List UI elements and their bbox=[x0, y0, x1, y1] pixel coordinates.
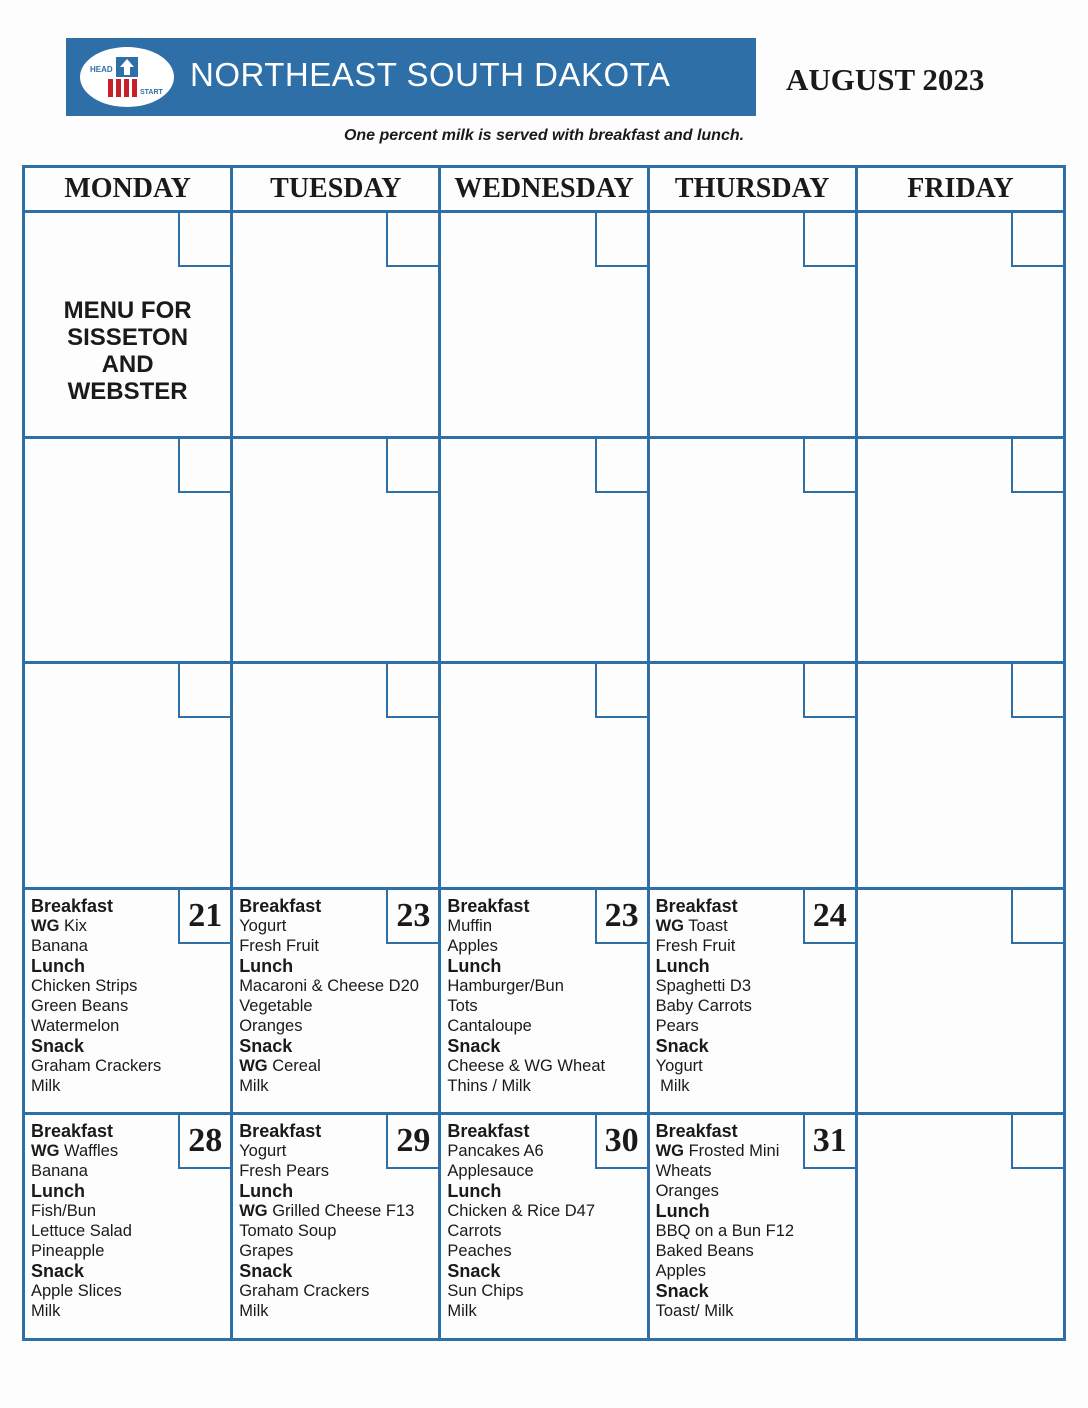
menu-cell-thursday-31 bbox=[650, 1115, 855, 1338]
meal-heading bbox=[656, 1036, 851, 1056]
menu-item-text: Breakfast bbox=[447, 1121, 530, 1142]
calendar-cell bbox=[233, 664, 438, 887]
day-header-monday: MONDAY bbox=[25, 168, 230, 210]
menu-item-text: Snack bbox=[447, 1261, 501, 1282]
menu-item-text: Lunch bbox=[447, 955, 502, 976]
menu-item-text: Oranges bbox=[239, 1016, 303, 1035]
menu-item-text: Lunch bbox=[31, 955, 85, 976]
menu-item bbox=[31, 936, 226, 956]
calendar-cell bbox=[650, 664, 855, 887]
menu-item bbox=[239, 996, 434, 1016]
whole-grain-label: WG bbox=[239, 1202, 268, 1221]
date-box bbox=[803, 213, 855, 267]
menu-item-text: Apples bbox=[447, 936, 498, 955]
menu-item bbox=[239, 1301, 434, 1321]
date-box bbox=[1011, 213, 1063, 267]
menu-item bbox=[31, 916, 226, 936]
menu-item-text: Snack bbox=[655, 1035, 709, 1056]
menu-item bbox=[31, 1241, 226, 1261]
date-box bbox=[595, 439, 647, 493]
menu-list bbox=[656, 1121, 851, 1321]
meal-heading bbox=[239, 1261, 434, 1281]
menu-item-text: Tots bbox=[447, 996, 478, 1015]
menu-item-text: Green Beans bbox=[31, 996, 129, 1015]
menu-item bbox=[447, 976, 642, 996]
date-number: 29 bbox=[386, 1115, 438, 1169]
menu-item bbox=[656, 1016, 851, 1036]
date-box bbox=[595, 213, 647, 267]
menu-item bbox=[447, 1301, 642, 1321]
menu-item bbox=[239, 1281, 434, 1301]
menu-item bbox=[31, 1301, 226, 1321]
meal-heading bbox=[31, 1261, 226, 1281]
menu-item-text: Waffles bbox=[59, 1142, 119, 1161]
menu-item-text: Toast/ Milk bbox=[655, 1302, 734, 1321]
menu-item bbox=[239, 1221, 434, 1241]
menu-item-text: Chicken Strips bbox=[31, 976, 138, 995]
menu-item bbox=[447, 1016, 642, 1036]
date-number: 30 bbox=[595, 1115, 647, 1169]
menu-item-text: Sun Chips bbox=[447, 1282, 524, 1301]
menu-item-text: Watermelon bbox=[31, 1016, 120, 1035]
menu-item-text: Macaroni & Cheese D20 bbox=[239, 976, 419, 995]
meal-heading bbox=[31, 1181, 226, 1201]
note-line: MENU FOR bbox=[63, 297, 192, 324]
menu-item-text: Breakfast bbox=[31, 895, 114, 916]
menu-item-text: Banana bbox=[31, 1162, 88, 1181]
meal-heading bbox=[447, 896, 642, 916]
date-box bbox=[1011, 439, 1063, 493]
menu-item bbox=[239, 916, 434, 936]
calendar-cell bbox=[858, 890, 1063, 1113]
menu-item-text: Grapes bbox=[239, 1242, 294, 1261]
menu-item bbox=[239, 1161, 434, 1181]
menu-item-text: Peaches bbox=[447, 1242, 512, 1261]
calendar-cell bbox=[441, 664, 646, 887]
menu-item-text: Pears bbox=[655, 1016, 699, 1035]
menu-item bbox=[447, 1281, 642, 1301]
svg-text:HEAD: HEAD bbox=[90, 65, 113, 74]
menu-item-text: Milk bbox=[239, 1076, 269, 1095]
calendar-cell bbox=[858, 439, 1063, 662]
menu-item-text: Breakfast bbox=[239, 895, 322, 916]
menu-item bbox=[656, 996, 851, 1016]
menu-item-text: Apple Slices bbox=[31, 1282, 122, 1301]
org-name: NORTHEAST SOUTH DAKOTA bbox=[190, 56, 671, 93]
menu-item-text: Breakfast bbox=[655, 1121, 738, 1142]
date-box bbox=[1011, 1115, 1063, 1169]
meal-heading bbox=[447, 1181, 642, 1201]
menu-item bbox=[447, 1201, 642, 1221]
calendar-cell bbox=[25, 213, 230, 436]
whole-grain-label: WG bbox=[655, 1142, 685, 1161]
date-number: 23 bbox=[595, 890, 647, 944]
menu-item-text: Lunch bbox=[655, 1201, 710, 1222]
meal-heading bbox=[31, 1121, 226, 1141]
menu-item bbox=[447, 1241, 642, 1261]
calendar-cell bbox=[233, 213, 438, 436]
menu-item bbox=[447, 1076, 642, 1096]
menu-item bbox=[239, 976, 434, 996]
menu-item-text: Spaghetti D3 bbox=[655, 976, 751, 995]
calendar-cell bbox=[650, 213, 855, 436]
menu-item-text: Fish/Bun bbox=[31, 1202, 97, 1221]
menu-item bbox=[239, 1076, 434, 1096]
menu-item bbox=[656, 1161, 851, 1181]
menu-item-text: Carrots bbox=[447, 1222, 502, 1241]
menu-item bbox=[656, 1141, 851, 1161]
menu-list bbox=[239, 896, 434, 1096]
menu-item-text: Snack bbox=[31, 1261, 85, 1282]
menu-cell-wednesday-23 bbox=[441, 890, 646, 1113]
menu-item bbox=[31, 1141, 226, 1161]
menu-item-text: Hamburger/Bun bbox=[447, 976, 564, 995]
milk-note: One percent milk is served with breakfast and lunch. bbox=[343, 127, 745, 144]
menu-item-text: Kix bbox=[59, 916, 87, 935]
menu-item-text: Lunch bbox=[655, 955, 710, 976]
menu-item bbox=[31, 1201, 226, 1221]
menu-item bbox=[447, 1161, 642, 1181]
menu-item-text: Grilled Cheese F13 bbox=[267, 1202, 415, 1221]
menu-item-text: Wheats bbox=[655, 1162, 712, 1181]
menu-item-text: Banana bbox=[31, 936, 88, 955]
menu-item bbox=[447, 1056, 642, 1076]
date-number: 28 bbox=[178, 1115, 230, 1169]
date-box bbox=[178, 664, 230, 718]
calendar-cell bbox=[858, 1115, 1063, 1338]
menu-item-text: Snack bbox=[31, 1035, 85, 1056]
menu-item-text: Apples bbox=[655, 1262, 707, 1281]
menu-cell-tuesday-23 bbox=[233, 890, 438, 1113]
meal-heading bbox=[447, 1121, 642, 1141]
calendar-cell bbox=[233, 439, 438, 662]
meal-heading bbox=[31, 956, 226, 976]
menu-item-text: Breakfast bbox=[239, 1121, 322, 1142]
menu-item bbox=[447, 936, 642, 956]
meal-heading bbox=[447, 956, 642, 976]
date-box bbox=[803, 664, 855, 718]
menu-item bbox=[239, 1141, 434, 1161]
menu-item bbox=[31, 976, 226, 996]
menu-item-text: Milk bbox=[447, 1302, 477, 1321]
menu-item bbox=[447, 1141, 642, 1161]
menu-item bbox=[656, 1241, 851, 1261]
day-header-tuesday: TUESDAY bbox=[233, 168, 438, 210]
menu-item bbox=[656, 1301, 851, 1321]
menu-item bbox=[239, 1201, 434, 1221]
menu-item-text: BBQ on a Bun F12 bbox=[655, 1222, 795, 1241]
menu-item-text: Yogurt bbox=[239, 1142, 287, 1161]
meal-heading bbox=[239, 956, 434, 976]
menu-item-text: Thins / Milk bbox=[447, 1076, 531, 1095]
menu-item bbox=[31, 1161, 226, 1181]
meal-heading bbox=[239, 1036, 434, 1056]
menu-item bbox=[656, 976, 851, 996]
menu-item bbox=[656, 1261, 851, 1281]
calendar-cell bbox=[441, 439, 646, 662]
menu-item-text: Milk bbox=[655, 1076, 690, 1095]
menu-item bbox=[447, 1221, 642, 1241]
menu-item bbox=[656, 1056, 851, 1076]
menu-item-text: Muffin bbox=[447, 916, 493, 935]
menu-item-text: Milk bbox=[239, 1302, 269, 1321]
menu-item-text: Pineapple bbox=[31, 1242, 105, 1261]
meal-heading bbox=[656, 1121, 851, 1141]
header-banner bbox=[66, 38, 756, 116]
date-number: 21 bbox=[178, 890, 230, 944]
note-line: AND bbox=[101, 351, 154, 378]
date-number: 24 bbox=[803, 890, 855, 944]
menu-item-text: Snack bbox=[239, 1035, 293, 1056]
date-number: 31 bbox=[803, 1115, 855, 1169]
menu-item-text: Frosted Mini bbox=[684, 1142, 780, 1161]
menu-item-text: Toast bbox=[684, 916, 728, 935]
menu-item bbox=[656, 1221, 851, 1241]
menu-item bbox=[31, 1016, 226, 1036]
menu-item-text: Graham Crackers bbox=[239, 1282, 370, 1301]
calendar-cell bbox=[858, 213, 1063, 436]
meal-heading bbox=[239, 1121, 434, 1141]
calendar-cell bbox=[25, 664, 230, 887]
menu-item-text: Cantaloupe bbox=[447, 1016, 532, 1035]
meal-heading bbox=[656, 896, 851, 916]
month-title: AUGUST 2023 bbox=[786, 62, 985, 97]
menu-item-text: Lettuce Salad bbox=[31, 1222, 132, 1241]
menu-list bbox=[31, 896, 226, 1096]
calendar-cell bbox=[650, 439, 855, 662]
menu-item-text: Lunch bbox=[239, 955, 294, 976]
menu-cell-wednesday-30 bbox=[441, 1115, 646, 1338]
meal-heading bbox=[31, 1036, 226, 1056]
menu-cell-monday-21 bbox=[25, 890, 230, 1113]
menu-item bbox=[31, 996, 226, 1016]
day-header-wednesday: WEDNESDAY bbox=[441, 168, 646, 210]
menu-list bbox=[239, 1121, 434, 1321]
day-header-friday: FRIDAY bbox=[858, 168, 1063, 210]
calendar-cell bbox=[441, 213, 646, 436]
menu-location-note bbox=[25, 297, 230, 405]
menu-item-text: Chicken & Rice D47 bbox=[447, 1202, 596, 1221]
menu-item-text: Cheese & WG Wheat bbox=[447, 1056, 606, 1075]
date-box bbox=[386, 664, 438, 718]
whole-grain-label: WG bbox=[31, 1142, 60, 1161]
menu-item-text: Baked Beans bbox=[655, 1242, 754, 1261]
meal-heading bbox=[656, 1201, 851, 1221]
date-box bbox=[803, 439, 855, 493]
date-box bbox=[1011, 890, 1063, 944]
whole-grain-label: WG bbox=[31, 916, 60, 935]
note-line: SISSETON bbox=[67, 324, 189, 351]
menu-item-text: Snack bbox=[655, 1281, 709, 1302]
date-number: 23 bbox=[386, 890, 438, 944]
meal-heading bbox=[239, 896, 434, 916]
menu-item-text: Baby Carrots bbox=[655, 996, 752, 1015]
meal-heading bbox=[656, 956, 851, 976]
date-box bbox=[178, 439, 230, 493]
menu-item bbox=[656, 1181, 851, 1201]
menu-item-text: Milk bbox=[31, 1302, 61, 1321]
menu-item bbox=[31, 1281, 226, 1301]
menu-item-text: Graham Crackers bbox=[31, 1056, 162, 1075]
menu-item-text: Yogurt bbox=[655, 1056, 703, 1075]
menu-item-text: Oranges bbox=[655, 1182, 719, 1201]
menu-item bbox=[239, 1241, 434, 1261]
meal-heading bbox=[656, 1281, 851, 1301]
menu-list bbox=[447, 896, 642, 1096]
menu-item bbox=[239, 1016, 434, 1036]
date-box bbox=[178, 213, 230, 267]
menu-item bbox=[447, 996, 642, 1016]
meal-heading bbox=[447, 1036, 642, 1056]
menu-cell-thursday-24 bbox=[650, 890, 855, 1113]
menu-list bbox=[656, 896, 851, 1096]
meal-heading bbox=[447, 1261, 642, 1281]
menu-list bbox=[447, 1121, 642, 1321]
menu-item-text: Snack bbox=[239, 1261, 293, 1282]
meal-heading bbox=[239, 1181, 434, 1201]
menu-item-text: Tomato Soup bbox=[239, 1222, 337, 1241]
menu-item-text: Yogurt bbox=[239, 916, 287, 935]
menu-calendar bbox=[22, 165, 1066, 1341]
menu-item-text: Lunch bbox=[31, 1181, 85, 1202]
calendar-cell bbox=[25, 439, 230, 662]
date-box bbox=[386, 439, 438, 493]
menu-cell-monday-28 bbox=[25, 1115, 230, 1338]
menu-item-text: Cereal bbox=[267, 1056, 321, 1075]
date-box bbox=[386, 213, 438, 267]
menu-item bbox=[31, 1076, 226, 1096]
date-box bbox=[1011, 664, 1063, 718]
menu-cell-tuesday-29 bbox=[233, 1115, 438, 1338]
svg-text:START: START bbox=[140, 89, 163, 96]
menu-item bbox=[656, 1076, 851, 1096]
meal-heading bbox=[31, 896, 226, 916]
menu-item-text: Fresh Fruit bbox=[655, 936, 736, 955]
menu-item-text: Lunch bbox=[447, 1181, 502, 1202]
menu-item-text: Fresh Fruit bbox=[239, 936, 319, 955]
menu-item bbox=[656, 936, 851, 956]
menu-item-text: Milk bbox=[31, 1076, 61, 1095]
menu-item bbox=[31, 1221, 226, 1241]
whole-grain-label: WG bbox=[239, 1056, 268, 1075]
calendar-cell bbox=[858, 664, 1063, 887]
menu-item bbox=[31, 1056, 226, 1076]
menu-list bbox=[31, 1121, 226, 1321]
menu-item-text: Breakfast bbox=[447, 895, 530, 916]
menu-item-text: Vegetable bbox=[239, 996, 313, 1015]
menu-item-text: Breakfast bbox=[655, 895, 738, 916]
menu-item bbox=[239, 1056, 434, 1076]
menu-item-text: Breakfast bbox=[31, 1121, 114, 1142]
menu-item-text: Pancakes A6 bbox=[447, 1142, 544, 1161]
head-start-logo bbox=[80, 47, 174, 107]
menu-item bbox=[656, 916, 851, 936]
menu-item-text: Applesauce bbox=[447, 1162, 534, 1181]
whole-grain-label: WG bbox=[655, 916, 685, 935]
day-header-thursday: THURSDAY bbox=[650, 168, 855, 210]
note-line: WEBSTER bbox=[67, 378, 188, 405]
date-box bbox=[595, 664, 647, 718]
menu-item-text: Snack bbox=[447, 1035, 501, 1056]
menu-item bbox=[447, 916, 642, 936]
menu-item-text: Fresh Pears bbox=[239, 1162, 330, 1181]
menu-item-text: Lunch bbox=[239, 1181, 294, 1202]
menu-item bbox=[239, 936, 434, 956]
